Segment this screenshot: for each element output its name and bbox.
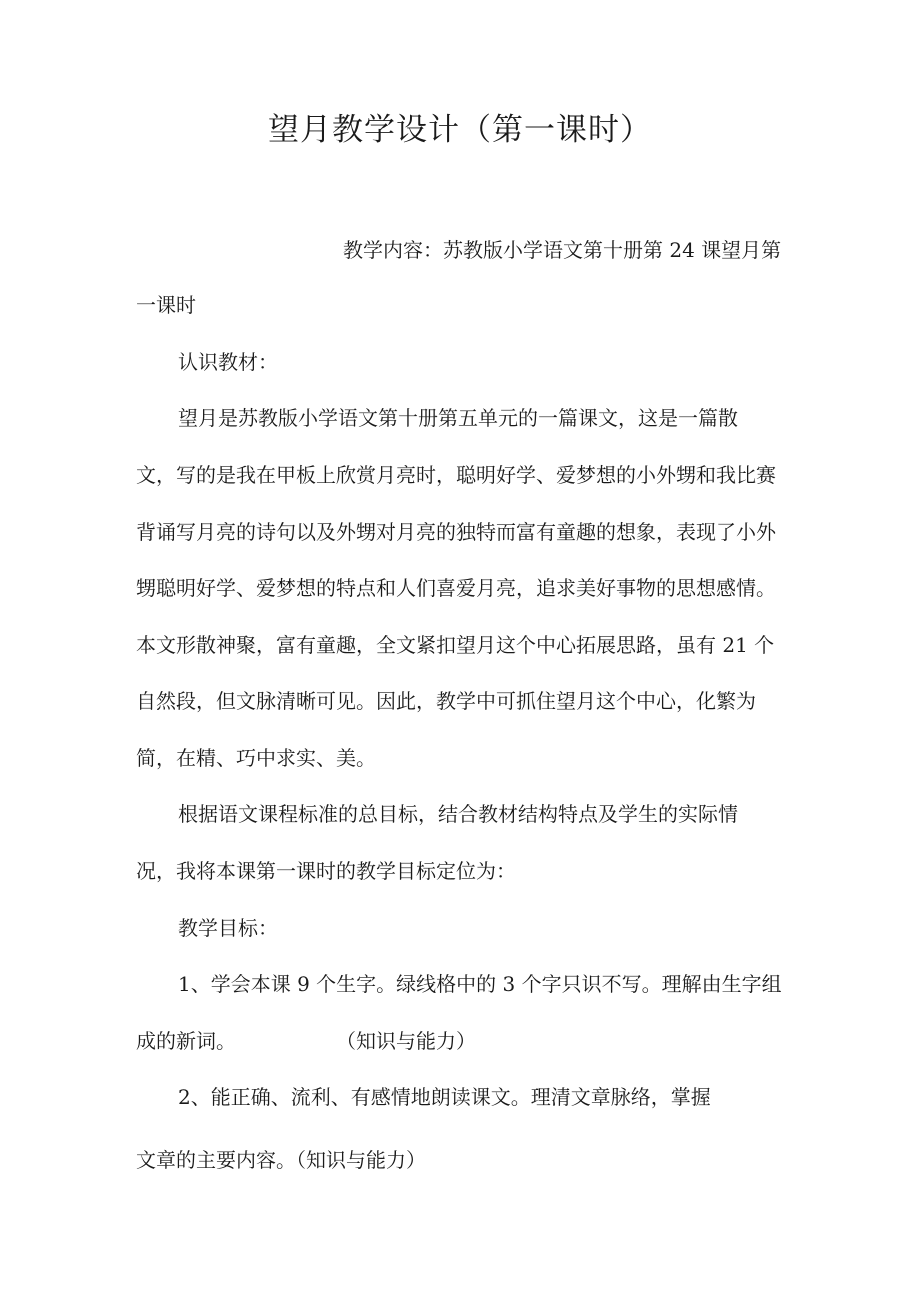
objective-2-line-2: 文章的主要内容。（知识与能力） [136,1148,426,1172]
section-heading-materials: 认识教材： [178,350,278,374]
paragraph2-line-2: 况，我将本课第一课时的教学目标定位为： [136,859,516,883]
paragraph-line-7: 简，在精、巧中求实、美。 [136,746,376,770]
objective-1-tag: （知识与能力） [336,1029,476,1053]
objective-2-line-1: 2、能正确、流利、有感情地朗读课文。理清文章脉络，掌握 [178,1085,711,1109]
paragraph-line-2: 文，写的是我在甲板上欣赏月亮时，聪明好学、爱梦想的小外甥和我比赛 [136,463,776,487]
paragraph-line-6: 自然段，但文脉清晰可见。因此，教学中可抓住望月这个中心，化繁为 [136,689,756,713]
objective-1-line-2: 成的新词。 [136,1029,236,1053]
objective-1-line-1: 1、学会本课 9 个生字。绿线格中的 3 个字只识不写。理解由生字组 [178,972,782,996]
content-line-1: 教学内容：苏教版小学语文第十册第 24 课望月第 [343,238,782,262]
paragraph-line-1: 望月是苏教版小学语文第十册第五单元的一篇课文，这是一篇散 [178,406,738,430]
paragraph-line-5: 本文形散神聚，富有童趣，全文紧扣望月这个中心拓展思路，虽有 21 个 [136,633,775,657]
paragraph-line-4: 甥聪明好学、爱梦想的特点和人们喜爱月亮，追求美好事物的思想感情。 [136,576,776,600]
document-title: 望月教学设计（第一课时） [268,112,652,148]
paragraph-line-3: 背诵写月亮的诗句以及外甥对月亮的独特而富有童趣的想象，表现了小外 [136,520,776,544]
paragraph2-line-1: 根据语文课程标准的总目标，结合教材结构特点及学生的实际情 [178,802,738,826]
section-heading-objectives: 教学目标： [178,916,278,940]
content-line-2: 一课时 [136,293,196,317]
